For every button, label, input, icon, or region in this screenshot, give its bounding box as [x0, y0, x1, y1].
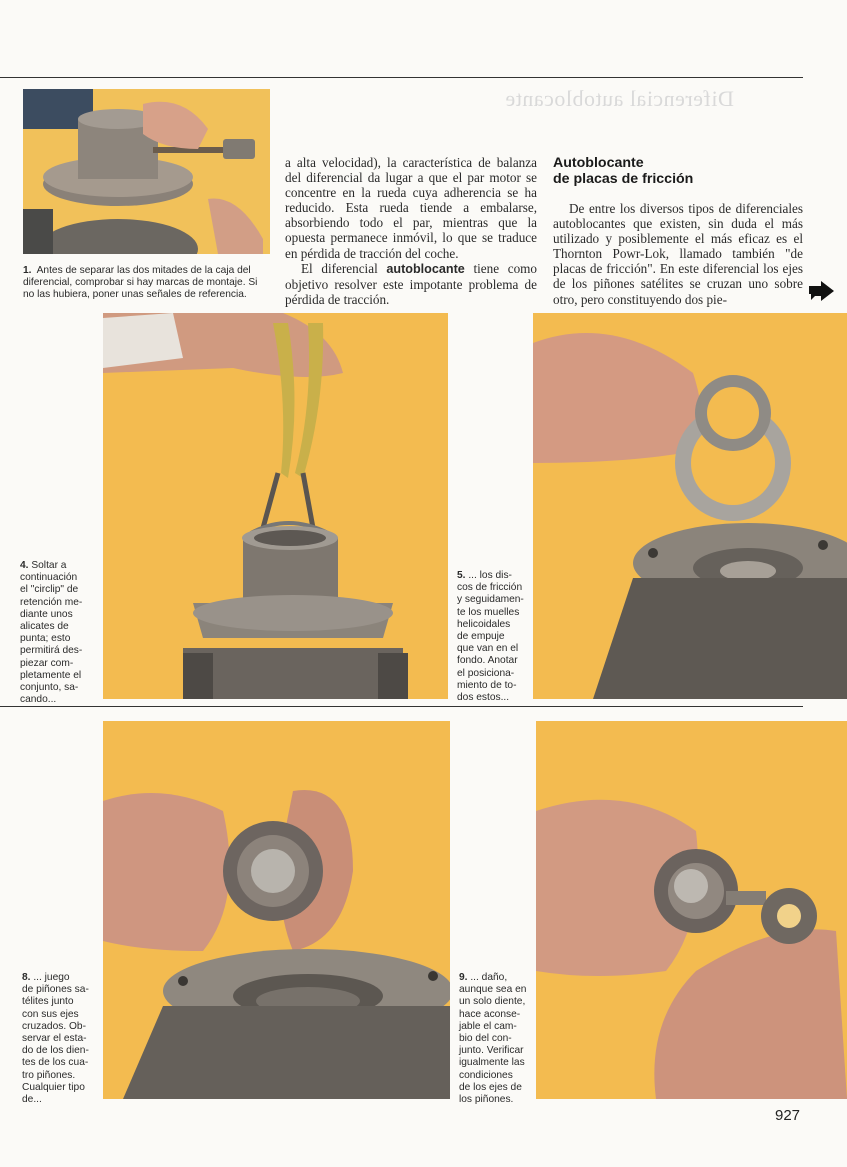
body-col1-paragraph-2 [285, 261, 537, 307]
middle-rule [0, 706, 803, 707]
caption-1 [23, 265, 270, 302]
body-column-1 [285, 155, 537, 307]
section-heading-line-1: Autoblocante [553, 155, 644, 171]
caption-9-text: ... daño, aunque sea en un solo diente, hace aconse- jable el cam- bio del con- junto. Verificar igualmente las condiciones de los ejes de los piñones. [459, 972, 527, 1106]
continue-arrow-icon [807, 280, 835, 302]
paragraph-2-intro: El diferencial [301, 260, 378, 276]
photo-1-differential-case [23, 89, 270, 254]
page-number: 927 [775, 1107, 801, 1124]
caption-5-number: 5. [457, 570, 466, 581]
autoblocante-term: autoblocante [386, 261, 465, 276]
caption-1-number: 1. [23, 265, 32, 276]
caption-8-text: ... juego de piñones sa- télites junto con sus ejes cruzados. Ob- servar el esta- do de los dien- tes de los cua- tro piñones. Cualquier tipo de... [22, 972, 89, 1106]
body-col2-paragraph-1: De entre los diversos tipos de diferenciales autoblocantes que existen, sin duda el más utilizado y posiblemente el más eficaz es el Thornton Powr-Lok, llamado también "de placas de fricción". En este diferencial los ejes de los piñones satélites se cruzan uno sobre otro, pero constituyendo dos pie- [553, 201, 803, 307]
caption-5-text: ... los dis- cos de fricción y seguidamen- te los muelles helicoidales de empuje que van en el fondo. Anotar el posiciona- miento de to- dos estos... [457, 570, 524, 704]
caption-4 [20, 560, 96, 706]
photo-5-friction-discs [533, 313, 847, 699]
section-heading [553, 155, 693, 187]
caption-1-text: Antes de separar las dos mitades de la caja del diferencial, comprobar si hay marcas de montaje. Si no las hubiera, poner unas señales de referencia. [23, 265, 258, 301]
caption-8-number: 8. [22, 972, 31, 983]
top-rule [0, 77, 803, 78]
photo-4-circlip-pliers [103, 313, 448, 699]
caption-5 [457, 570, 529, 704]
bleed-through-header: Diferencial autoblocante [505, 86, 734, 111]
photo-9-pinion-inspection [536, 721, 847, 1099]
body-col1-paragraph-1: a alta velocidad), la característica de balanza del diferencial da lugar a que el par motor se concentre en la rueda cuya adherencia se ha reducido. Esta rueda tiende a embalarse, absorbiendo todo el par, mientras que la opuesta permanece inmóvil, lo que se traduce en pérdida de tracción del coche. [285, 155, 537, 261]
caption-9 [459, 972, 533, 1106]
photo-8-satellite-pinions [103, 721, 450, 1099]
caption-4-number: 4. [20, 560, 29, 571]
paragraph-2-rest: tiene como objetivo resolver este impotante problema de pérdida de tracción. [285, 260, 538, 307]
body-column-2 [553, 201, 803, 307]
section-heading-line-2: de placas de fricción [553, 171, 694, 187]
caption-4-text: Soltar a continuación el "circlip" de retención me- diante unos alicates de punta; esto permitirá des- piezar com- pletamente el conjunto, sa- cando... [20, 560, 83, 706]
caption-9-number: 9. [459, 972, 468, 983]
caption-8 [22, 972, 98, 1106]
